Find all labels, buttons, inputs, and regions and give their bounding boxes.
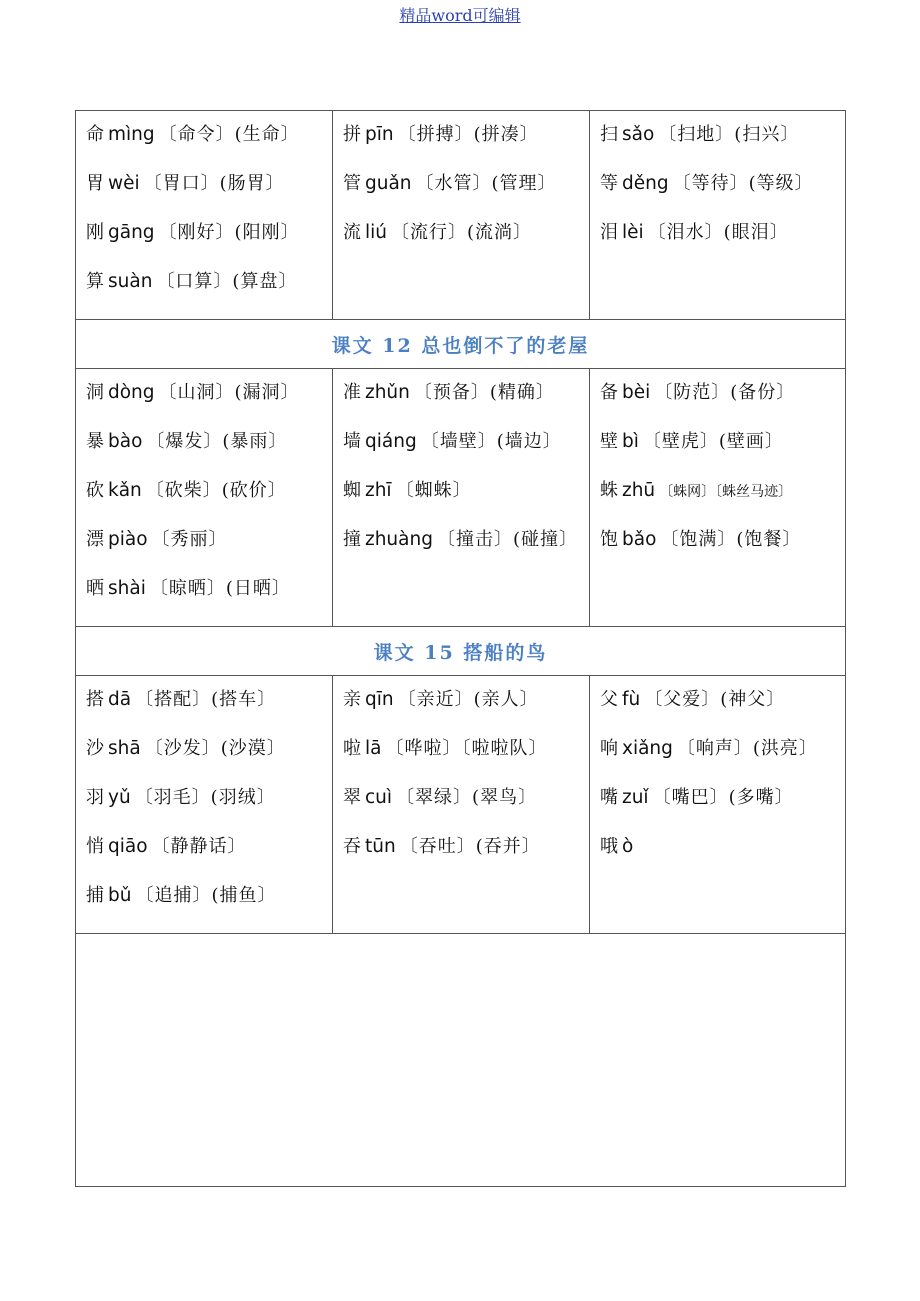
vocab-entry [343,522,589,571]
vocab-entry [343,424,589,473]
entry-words: 〔砍柴〕(砍价〕 [145,480,287,501]
entry-words: 〔父爱〕(神父〕 [644,689,786,710]
entry-pinyin: bǎo [622,529,657,550]
vocab-entry [343,731,589,780]
vocab-entry [86,522,332,571]
lesson-title: 课文 15 搭船的鸟 [76,627,846,676]
vocab-entry [86,424,332,473]
entry-character: 漂 [86,529,104,550]
entry-pinyin: bǔ [108,885,132,906]
entry-character: 命 [86,124,104,145]
entry-character: 嘴 [600,787,618,808]
entry-words: 〔壁虎〕(壁画〕 [642,431,784,452]
vocab-entry [86,571,332,620]
lesson-title-row [76,627,846,676]
entry-character: 泪 [600,222,618,243]
entry-character: 算 [86,271,104,292]
vocab-cell [590,111,846,320]
entry-words: 〔翠绿〕(翠鸟〕 [396,787,538,808]
entry-words: 〔蛛网〕〔蛛丝马迹〕 [659,484,793,500]
entry-pinyin: bèi [622,382,651,403]
vocab-entry [86,780,332,829]
entry-words: 〔防范〕(备份〕 [654,382,796,403]
entry-character: 饱 [600,529,618,550]
entry-words: 〔哗啦〕〔啦啦队〕 [385,738,548,759]
entry-words: 〔撞击〕(碰撞〕 [436,529,578,550]
entry-pinyin: sǎo [622,124,655,145]
vocab-entry [86,878,332,927]
vocab-entry [600,522,845,571]
vocab-entry [343,682,589,731]
entry-character: 蜘 [343,480,361,501]
entry-character: 羽 [86,787,104,808]
entry-pinyin: lā [365,738,382,759]
entry-pinyin: liú [365,222,388,243]
entry-words: 〔搭配〕(搭车〕 [135,689,277,710]
lesson-title-row [76,320,846,369]
entry-character: 晒 [86,578,104,599]
vocab-entry [600,424,845,473]
entry-pinyin: lèi [622,222,644,243]
vocab-entry [86,117,332,166]
entry-character: 捕 [86,885,104,906]
entry-character: 洞 [86,382,104,403]
entry-words: 〔扫地〕(扫兴〕 [658,124,800,145]
entry-character: 刚 [86,222,104,243]
entry-words: 〔水管〕(管理〕 [415,173,557,194]
vocab-entry [600,375,845,424]
entry-pinyin: dā [108,689,132,710]
entry-character: 响 [600,738,618,759]
vocab-entry [343,117,589,166]
entry-words: 〔饱满〕(饱餐〕 [660,529,802,550]
entry-character: 胃 [86,173,104,194]
vocab-row [76,676,846,934]
entry-pinyin: bì [622,431,639,452]
entry-pinyin: mìng [108,124,155,145]
entry-pinyin: qiáng [365,431,417,452]
entry-character: 亲 [343,689,361,710]
vocab-entry [86,375,332,424]
entry-pinyin: shā [108,738,141,759]
entry-words: 〔响声〕(洪亮〕 [676,738,818,759]
entry-words: 〔沙发〕(沙漠〕 [144,738,286,759]
vocab-row [76,111,846,320]
vocab-entry [600,682,845,731]
entry-words: 〔追捕〕(捕鱼〕 [135,885,277,906]
entry-character: 壁 [600,431,618,452]
vocabulary-table [75,110,846,1187]
entry-character: 吞 [343,836,361,857]
vocab-entry [343,166,589,215]
entry-words: 〔静静话〕 [151,836,247,857]
vocab-cell [590,369,846,627]
entry-pinyin: ò [622,836,634,857]
vocab-cell [333,111,590,320]
vocab-entry [343,375,589,424]
entry-words: 〔羽毛〕(羽绒〕 [134,787,276,808]
entry-words: 〔秀丽〕 [151,529,228,550]
entry-words: 〔口算〕(算盘〕 [156,271,298,292]
vocab-entry [600,731,845,780]
entry-pinyin: bào [108,431,143,452]
entry-pinyin: xiǎng [622,738,673,759]
entry-pinyin: qīn [365,689,394,710]
entry-pinyin: kǎn [108,480,142,501]
entry-pinyin: zhǔn [365,382,410,403]
entry-pinyin: pīn [365,124,394,145]
entry-pinyin: suàn [108,271,153,292]
entry-character: 哦 [600,836,618,857]
entry-character: 悄 [86,836,104,857]
entry-words: 〔拼搏〕(拼凑〕 [397,124,539,145]
entry-pinyin: cuì [365,787,393,808]
entry-character: 撞 [343,529,361,550]
vocab-entry [86,166,332,215]
vocab-cell [76,676,333,934]
entry-pinyin: zuǐ [622,787,649,808]
lesson-title: 课文 12 总也倒不了的老屋 [76,320,846,369]
vocab-entry [86,215,332,264]
entry-words: 〔亲近〕(亲人〕 [397,689,539,710]
vocab-cell [76,111,333,320]
entry-words: 〔命令〕(生命〕 [158,124,300,145]
entry-character: 墙 [343,431,361,452]
vocab-entry [86,264,332,313]
entry-words: 〔泪水〕(眼泪〕 [647,222,789,243]
header-edit-link[interactable]: 精品word可编辑 [399,6,521,25]
entry-character: 啦 [343,738,361,759]
vocab-entry [600,829,845,878]
vocab-entry [343,780,589,829]
vocab-cell [333,369,590,627]
empty-cell [76,934,846,1187]
entry-pinyin: guǎn [365,173,412,194]
entry-words: 〔预备〕(精确〕 [413,382,555,403]
entry-pinyin: piào [108,529,148,550]
entry-pinyin: wèi [108,173,140,194]
entry-words: 〔流行〕(流淌〕 [391,222,533,243]
entry-character: 父 [600,689,618,710]
entry-character: 备 [600,382,618,403]
vocab-entry [600,215,845,264]
entry-words: 〔晾晒〕(日晒〕 [149,578,291,599]
entry-pinyin: qiāo [108,836,148,857]
vocab-entry [86,731,332,780]
vocab-entry [343,215,589,264]
entry-character: 管 [343,173,361,194]
entry-pinyin: zhī [365,480,392,501]
vocab-entry [600,117,845,166]
entry-words: 〔爆发〕(暴雨〕 [146,431,288,452]
vocab-cell [76,369,333,627]
entry-character: 流 [343,222,361,243]
entry-character: 等 [600,173,618,194]
vocab-cell [590,676,846,934]
entry-character: 准 [343,382,361,403]
entry-pinyin: dòng [108,382,155,403]
empty-row [76,934,846,1187]
entry-pinyin: gāng [108,222,155,243]
entry-words: 〔刚好〕(阳刚〕 [158,222,300,243]
vocab-entry [600,166,845,215]
vocab-entry [343,829,589,878]
entry-character: 扫 [600,124,618,145]
entry-words: 〔吞吐〕(吞并〕 [399,836,541,857]
entry-character: 蛛 [600,480,618,501]
entry-character: 砍 [86,480,104,501]
vocab-entry [600,473,845,522]
vocab-entry [600,780,845,829]
entry-words: 〔等待〕(等级〕 [672,173,814,194]
entry-character: 暴 [86,431,104,452]
entry-pinyin: shài [108,578,146,599]
entry-pinyin: děng [622,173,669,194]
entry-pinyin: tūn [365,836,396,857]
entry-character: 拼 [343,124,361,145]
entry-character: 翠 [343,787,361,808]
entry-character: 搭 [86,689,104,710]
vocab-row [76,369,846,627]
vocab-entry [86,829,332,878]
entry-character: 沙 [86,738,104,759]
entry-pinyin: zhuàng [365,529,433,550]
vocab-entry [343,473,589,522]
entry-words: 〔墙壁〕(墙边〕 [420,431,562,452]
vocab-cell [333,676,590,934]
entry-words: 〔蜘蛛〕 [395,480,472,501]
entry-words: 〔嘴巴〕(多嘴〕 [652,787,794,808]
entry-words: 〔胃口〕(肠胃〕 [143,173,285,194]
entry-pinyin: zhū [622,480,656,501]
entry-words: 〔山洞〕(漏洞〕 [158,382,300,403]
entry-pinyin: yǔ [108,787,131,808]
entry-pinyin: fù [622,689,641,710]
vocab-entry [86,682,332,731]
vocab-entry [86,473,332,522]
